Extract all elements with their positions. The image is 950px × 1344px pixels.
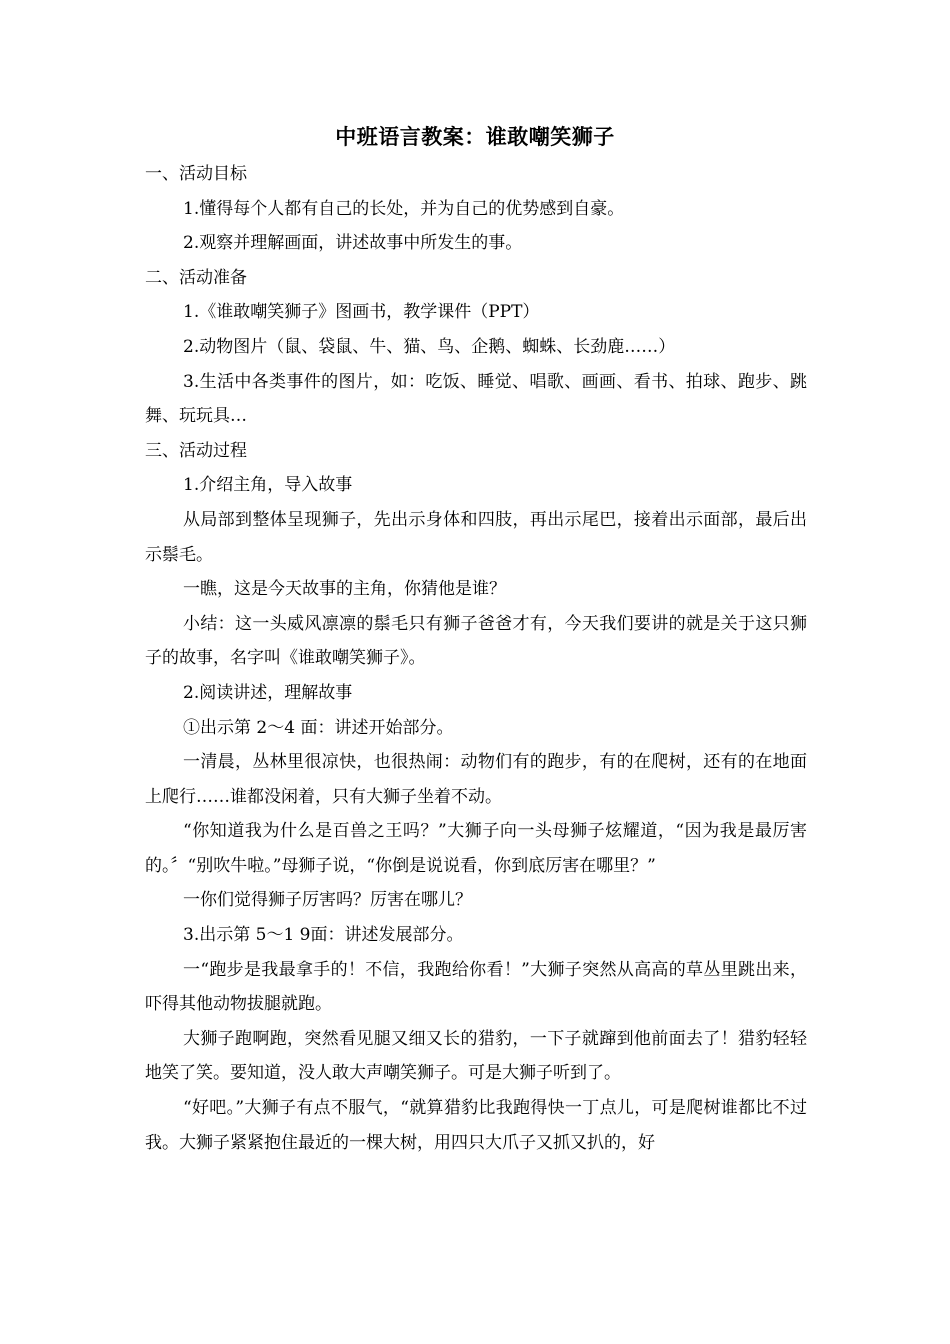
paragraph: 大狮子跑啊跑，突然看见腿又细又长的猎豹，一下子就蹿到他前面去了！猎豹轻轻地笑了笑。要知道，没人敢大声嘲笑狮子。可是大狮子听到了。 — [145, 1028, 807, 1084]
section-heading: 三、活动过程 — [145, 440, 247, 461]
paragraph: 一瞧，这是今天故事的主角，你猜他是谁？ — [183, 579, 506, 600]
paragraph: 2.阅读讲述，理解故事 — [183, 682, 353, 703]
paragraph: 1.介绍主角，导入故事 — [183, 475, 353, 496]
document-body — [145, 157, 807, 1160]
paragraph: 一清晨，丛林里很凉快，也很热闹：动物们有的跑步，有的在爬树，还有的在地面上爬行……谁都没闲着，只有大狮子坐着不动。 — [145, 752, 807, 807]
paragraph: 1.懂得每个人都有自己的长处，并为自己的优势感到自豪。 — [183, 198, 625, 219]
paragraph: 2.动物图片（鼠、袋鼠、牛、猫、鸟、企鹅、蜘蛛、长劲鹿……） — [183, 336, 676, 357]
section-heading: 一、活动目标 — [145, 164, 247, 184]
paragraph: 1.《谁敢嘲笑狮子》图画书，教学课件（PPT） — [183, 302, 540, 323]
paragraph: 3.出示第 5～1 9面：讲述发展部分。 — [183, 925, 464, 946]
paragraph: 2.观察并理解画面，讲述故事中所发生的事。 — [183, 233, 523, 254]
paragraph: 从局部到整体呈现狮子，先出示身体和四肢，再出示尾巴，接着出示面部，最后出示鬃毛。 — [145, 509, 807, 565]
paragraph: 一你们觉得狮子厉害吗？厉害在哪儿？ — [183, 890, 472, 911]
paragraph: 3.生活中各类事件的图片，如：吃饭、睡觉、唱歌、画画、看书、拍球、跑步、跳舞、玩玩具… — [145, 371, 807, 427]
paragraph: ①出示第 2～4 面：讲述开始部分。 — [183, 717, 454, 738]
section-heading: 二、活动准备 — [145, 267, 247, 288]
page-title: 中班语言教案：谁敢嘲笑狮子 — [335, 125, 615, 149]
paragraph: “好吧。”大狮子有点不服气，“就算猎豹比我跑得快一丁点儿，可是爬树谁都比不过我。大狮子紧紧抱住最近的一棵大树，用四只大爪子又抓又扒的，好 — [145, 1098, 807, 1153]
paragraph: 小结：这一头威风凛凛的鬃毛只有狮子爸爸才有，今天我们要讲的就是关于这只狮子的故事，名字叫《谁敢嘲笑狮子》。 — [145, 613, 807, 669]
paragraph: “你知道我为什么是百兽之王吗？”大狮子向一头母狮子炫耀道，“因为我是最厉害的。〞“别吹牛啦。”母狮子说，“你倒是说说看，你到底厉害在哪里？” — [145, 821, 807, 876]
paragraph: 一“跑步是我最拿手的！不信，我跑给你看！”大狮子突然从高高的草丛里跳出来，吓得其他动物拔腿就跑。 — [145, 959, 807, 1015]
